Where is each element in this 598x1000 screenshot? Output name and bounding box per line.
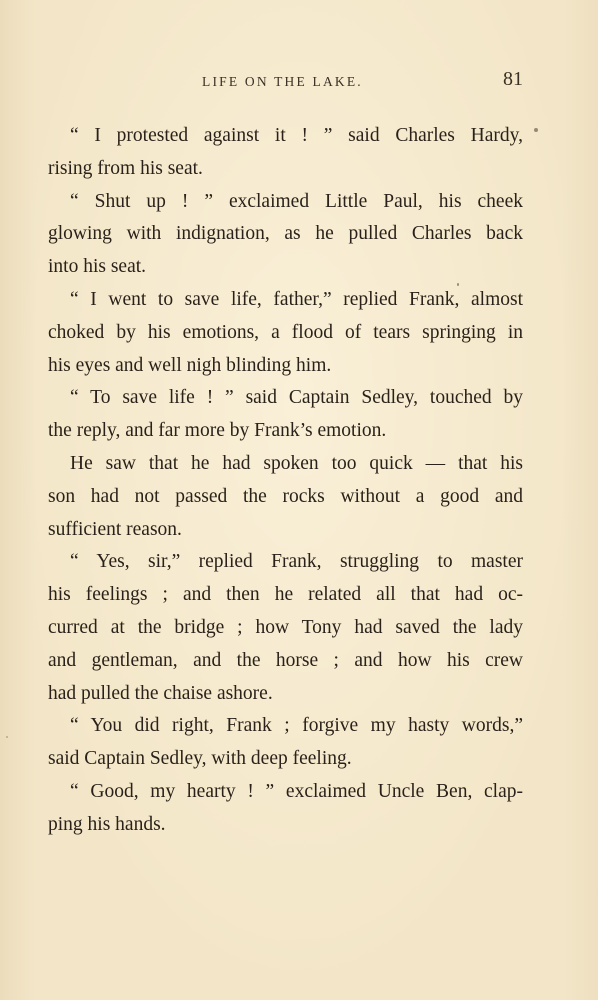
- paper-speck: [6, 736, 8, 738]
- text-line: said Captain Sedley, with deep feeling.: [48, 748, 352, 770]
- text-line: sufficient reason.: [48, 518, 182, 540]
- text-line: and gentleman, and the horse ; and how his crew: [48, 649, 523, 671]
- text-line: “ To save life ! ” said Captain Sedley, touched by: [70, 387, 523, 409]
- paper-speck: [534, 128, 538, 132]
- text-line: son had not passed the rocks without a good and: [48, 485, 523, 507]
- text-line: his eyes and well nigh blinding him.: [48, 354, 332, 376]
- text-line: his feelings ; and then he related all that had oc-: [48, 584, 523, 606]
- text-line: “ I protested against it ! ” said Charles Hardy,: [70, 125, 523, 146]
- text-line: choked by his emotions, a flood of tears springing in: [48, 321, 523, 343]
- text-line: “ Shut up ! ” exclaimed Little Paul, his cheek: [70, 190, 523, 212]
- paper-speck: [457, 283, 459, 286]
- text-line: He saw that he had spoken too quick — that his: [70, 452, 523, 474]
- page-number: 81: [503, 68, 523, 90]
- text-line: “ I went to save life, father,” replied Frank, almost: [70, 288, 523, 310]
- body-text: [48, 120, 523, 842]
- running-title: LIFE ON THE LAKE.: [202, 74, 363, 89]
- text-line: “ You did right, Frank ; forgive my hasty words,”: [70, 715, 523, 737]
- text-line: ping his hands.: [48, 813, 166, 835]
- text-line: “ Yes, sir,” replied Frank, struggling to master: [70, 551, 523, 573]
- text-line: into his seat.: [48, 256, 147, 278]
- text-line: had pulled the chaise ashore.: [48, 682, 273, 704]
- text-line: rising from his seat.: [48, 157, 203, 179]
- text-line: “ Good, my hearty ! ” exclaimed Uncle Ben, clap-: [70, 780, 523, 802]
- text-line: glowing with indignation, as he pulled Charles back: [48, 223, 523, 245]
- text-line: the reply, and far more by Frank’s emotion.: [48, 420, 387, 442]
- text-line: curred at the bridge ; how Tony had saved the lady: [48, 616, 523, 638]
